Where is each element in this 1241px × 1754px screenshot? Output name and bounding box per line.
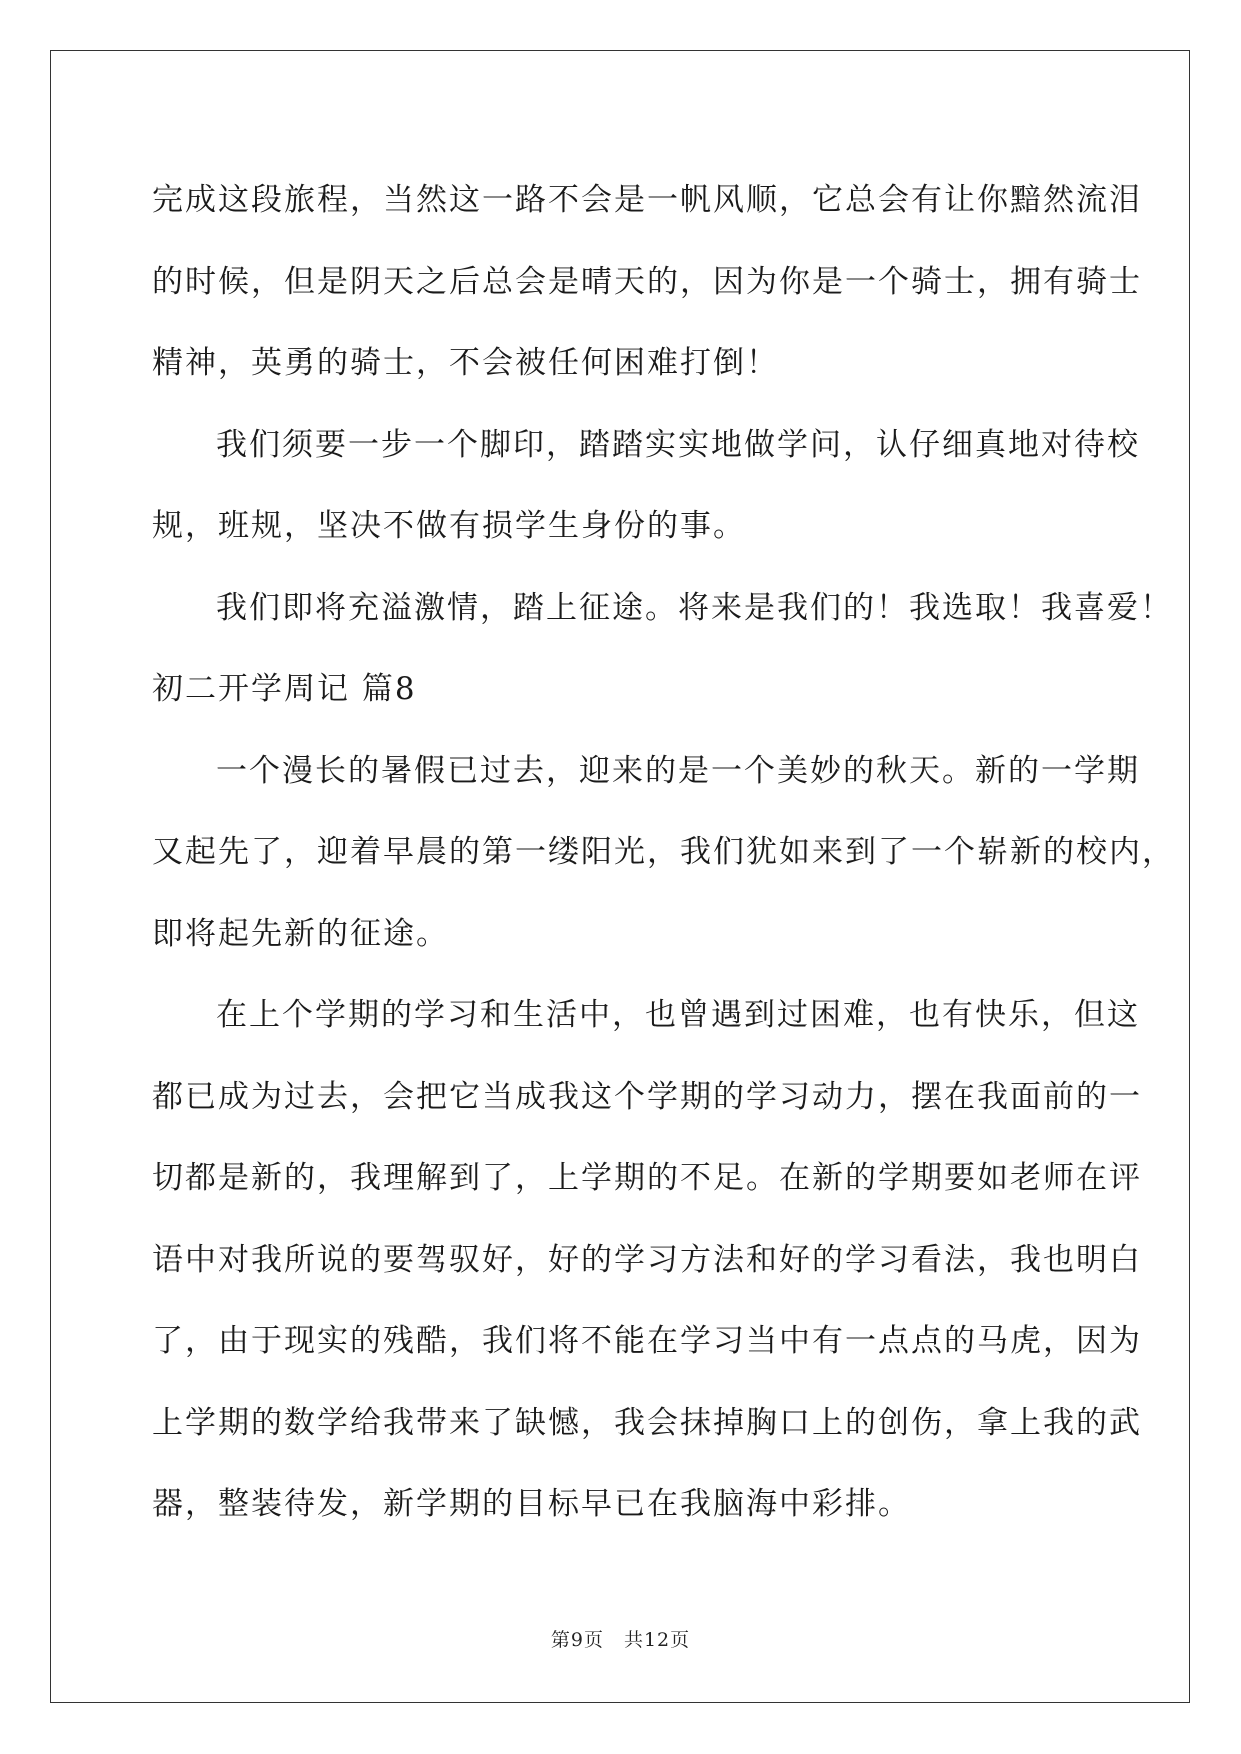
text-line-15: 了，由于现实的残酷，我们将不能在学习当中有一点点的马虎，因为 bbox=[152, 1323, 1142, 1359]
page-footer bbox=[0, 1625, 1241, 1652]
page-number-current: 第9页 bbox=[550, 1629, 604, 1651]
text-line-6: 我们即将充溢激情，踏上征途。将来是我们的！我选取！我喜爱！ bbox=[216, 589, 1173, 626]
text-line-9: 又起先了，迎着早晨的第一缕阳光，我们犹如来到了一个崭新的校内， bbox=[152, 834, 1175, 870]
text-line-13: 切都是新的，我理解到了，上学期的不足。在新的学期要如老师在评 bbox=[152, 1160, 1142, 1196]
text-line-11: 在上个学期的学习和生活中，也曾遇到过困难，也有快乐，但这 bbox=[216, 997, 1140, 1033]
text-line-3: 精神，英勇的骑士，不会被任何困难打倒！ bbox=[152, 345, 779, 381]
text-line-2: 的时候，但是阴天之后总会是晴天的，因为你是一个骑士，拥有骑士 bbox=[152, 263, 1142, 300]
text-line-4: 我们须要一步一个脚印，踏踏实实地做学问，认仔细真地对待校 bbox=[216, 426, 1140, 463]
document-body bbox=[152, 160, 1175, 1546]
text-line-1: 完成这段旅程，当然这一路不会是一帆风顺，它总会有让你黯然流泪 bbox=[152, 182, 1142, 218]
page-number-total: 共12页 bbox=[623, 1629, 691, 1651]
text-line-16: 上学期的数学给我带来了缺憾，我会抹掉胸口上的创伤，拿上我的武 bbox=[152, 1404, 1142, 1441]
text-line-10: 即将起先新的征途。 bbox=[152, 915, 449, 952]
text-line-14: 语中对我所说的要驾驭好，好的学习方法和好的学习看法，我也明白 bbox=[152, 1241, 1142, 1278]
text-line-17: 器，整装待发，新学期的目标早已在我脑海中彩排。 bbox=[152, 1486, 911, 1522]
text-line-8: 一个漫长的暑假已过去，迎来的是一个美妙的秋天。新的一学期 bbox=[216, 752, 1140, 789]
section-heading: 初二开学周记 篇8 bbox=[152, 671, 417, 707]
text-line-5: 规，班规，坚决不做有损学生身份的事。 bbox=[152, 508, 746, 544]
text-line-12: 都已成为过去，会把它当成我这个学期的学习动力，摆在我面前的一 bbox=[152, 1078, 1142, 1115]
